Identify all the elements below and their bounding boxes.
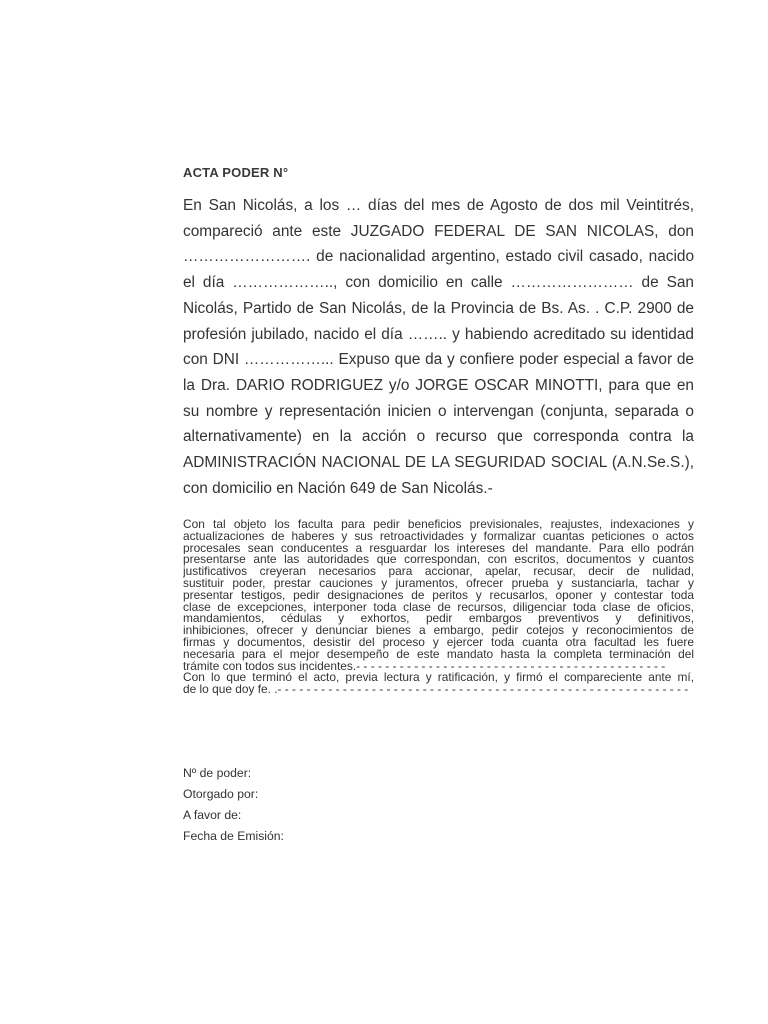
powers-paragraph-line: presentarse ante las autoridades que correspondan, con escritos, documentos y cuantos [183,554,694,567]
powers-paragraph-line: Con tal objeto los faculta para pedir beneficios previsionales, reajustes, indexaciones y [183,519,694,531]
field-issue-date-label: Fecha de Emisión: [183,829,284,843]
powers-paragraph-line: presentar testigos, pedir designaciones de peritos y recusarlos, oponer y contestar toda [183,589,694,602]
main-paragraph-line: la Dra. DARIO RODRIGUEZ y/o JORGE OSCAR MINOTTI, para que en [183,376,694,394]
main-paragraph-line: profesión jubilado, nacido el día …….. y habiendo acreditado su identidad [183,325,694,343]
main-paragraph-line: alternativamente) en la acción o recurso que corresponda contra la [183,428,694,446]
document-fields [183,763,284,847]
powers-paragraph-line: sustituir poder, prestar cauciones y juramentos, ofrecer prueba y sustanciarla, tachar y [183,577,694,590]
field-in-favor-of-label: A favor de: [183,808,242,822]
powers-paragraph-line: necesaria para el mejor desempeño de este mandato hasta la completa terminación del [183,648,694,661]
powers-paragraph-line: Con lo que terminó el acto, previa lectura y ratificación, y firmó el compareciente ante mí, [183,672,694,685]
main-paragraph-line: ……………………. de nacionalidad argentino, estado civil casado, nacido [183,248,694,266]
powers-paragraph-line: firmas y documentos, desistir del proceso y ejercer toda cuanta otra facultad les fuere [183,636,694,649]
main-paragraph-line: con DNI ……………... Expuso que da y confiere poder especial a favor de [183,351,694,369]
powers-paragraph-line: mandamientos, cédulas y exhortos, pedir embargos preventivos y definitivos, [183,613,694,626]
field-granted-by-label: Otorgado por: [183,787,259,801]
main-paragraph-line: el día ……………….., con domicilio en calle …………………… de San [183,274,694,292]
powers-paragraph-line: actualizaciones de haberes y sus retroactividades y formalizar cuantas peticiones o actos [183,530,694,543]
main-paragraph-line: ADMINISTRACIÓN NACIONAL DE LA SEGURIDAD SOCIAL (A.N.Se.S.), [183,454,694,472]
field-poder-number-label: Nº de poder: [183,766,252,780]
powers-paragraph-line: trámite con todos sus incidentes.- - - - - - - - - - - - - - - - - - - - - - - - - - - - - - - - - - - - - - - - - - - [183,660,666,673]
main-paragraph-line: Nicolás, Partido de San Nicolás, de la Provincia de Bs. As. . C.P. 2900 de [183,299,694,317]
main-paragraph-line: su nombre y representación inicien o intervengan (conjunta, separada o [183,402,694,420]
powers-paragraph [183,519,694,696]
powers-paragraph-line: inhibiciones, ofrecer y denunciar bienes a embargo, pedir cotejos y reconocimientos de [183,625,694,637]
main-paragraph [183,193,694,501]
powers-paragraph-line: procesales sean conducentes a resguardar los intereses del mandante. Para ello podrán [183,542,694,555]
powers-paragraph-line: de lo que doy fe. .- - - - - - - - - - - - - - - - - - - - - - - - - - - - - - - - - - - - - - - - - - - - - - - - - - - - - - - - - [183,684,689,696]
powers-paragraph-line: clase de excepciones, interponer toda clase de recursos, diligenciar toda clase de oficios, [183,601,694,614]
powers-paragraph-line: justificativos creyeran necesarios para accionar, apelar, recusar, decir de nulidad, [183,566,694,578]
document-title: ACTA PODER N° [183,165,289,180]
main-paragraph-line: con domicilio en Nación 649 de San Nicolás.- [183,479,493,497]
main-paragraph-line: En San Nicolás, a los … días del mes de Agosto de dos mil Veintitrés, [183,197,694,214]
main-paragraph-line: compareció ante este JUZGADO FEDERAL DE SAN NICOLAS, don [183,222,694,240]
